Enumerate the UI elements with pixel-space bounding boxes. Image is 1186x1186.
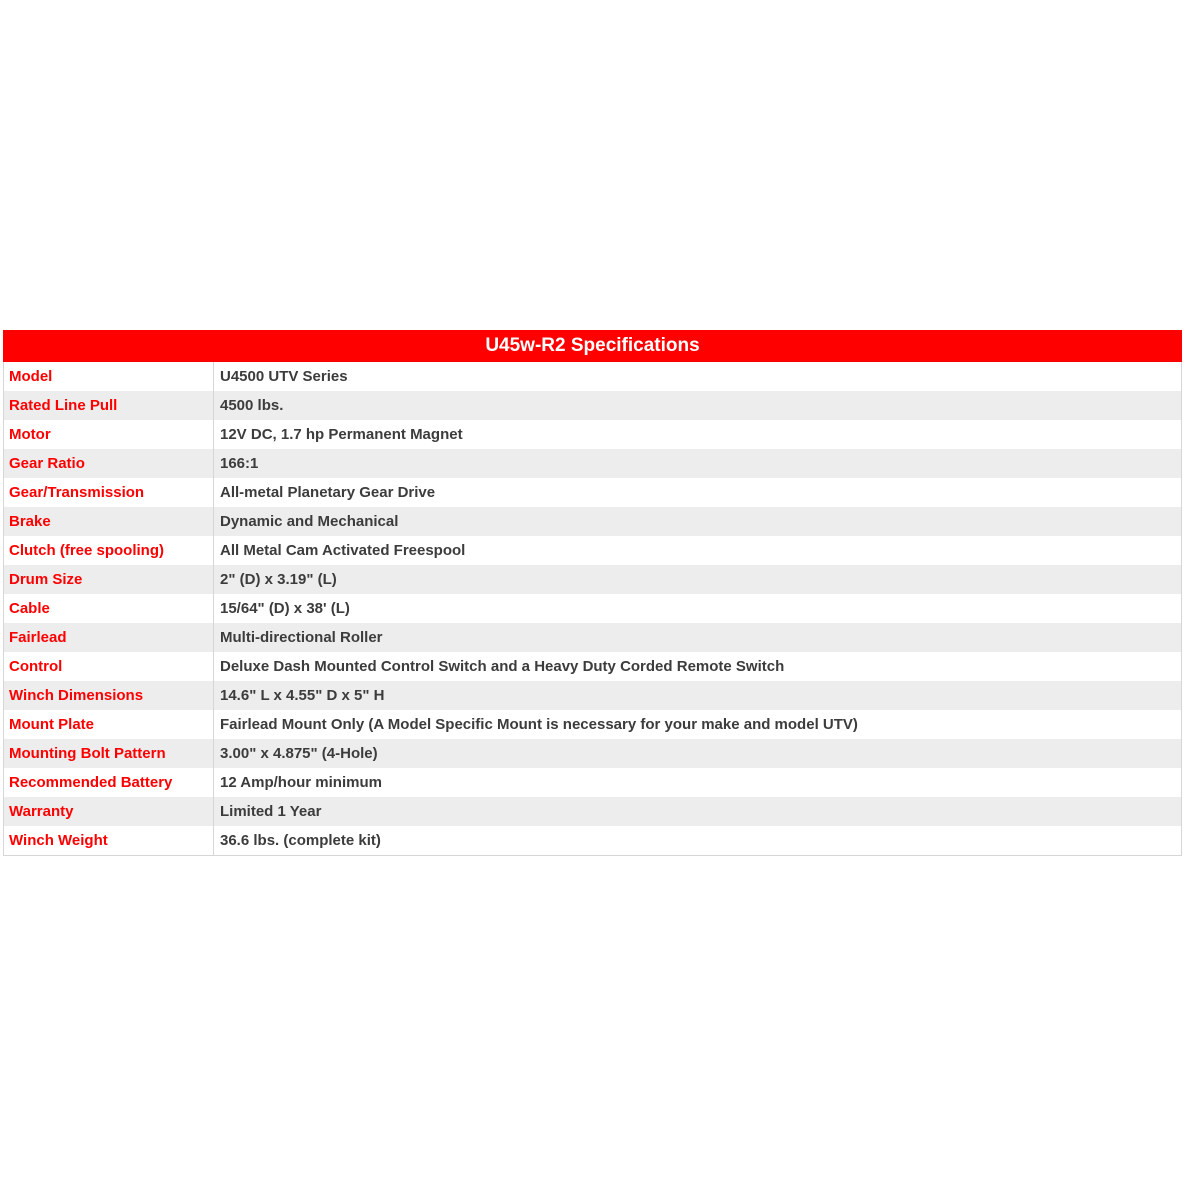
spec-value: All Metal Cam Activated Freespool [220, 542, 466, 559]
spec-value: 12 Amp/hour minimum [220, 774, 382, 791]
table-row [4, 565, 1181, 594]
spec-label: Warranty [4, 797, 214, 826]
table-row [4, 826, 1181, 855]
spec-label: Winch Dimensions [4, 681, 214, 710]
spec-label: Gear Ratio [4, 449, 214, 478]
table-row [4, 797, 1181, 826]
spec-label: Control [4, 652, 214, 681]
table-row [4, 594, 1181, 623]
spec-value: Dynamic and Mechanical [220, 513, 399, 530]
spec-label: Model [4, 362, 214, 391]
spec-value: Fairlead Mount Only (A Model Specific Mount is necessary for your make and model UTV) [220, 716, 858, 733]
spec-value: 36.6 lbs. (complete kit) [220, 832, 381, 849]
spec-value: Deluxe Dash Mounted Control Switch and a Heavy Duty Corded Remote Switch [220, 658, 785, 675]
spec-label: Rated Line Pull [4, 391, 214, 420]
table-row [4, 536, 1181, 565]
table-row [4, 362, 1181, 391]
table-row [4, 710, 1181, 739]
table-row [4, 449, 1181, 478]
spec-value: 4500 lbs. [220, 397, 284, 414]
table-row [4, 420, 1181, 449]
spec-label: Mount Plate [4, 710, 214, 739]
spec-label: Gear/Transmission [4, 478, 214, 507]
spec-label: Fairlead [4, 623, 214, 652]
specifications-table [3, 330, 1182, 856]
spec-label: Drum Size [4, 565, 214, 594]
spec-value: Limited 1 Year [220, 803, 322, 820]
table-row [4, 623, 1181, 652]
spec-value: 3.00" x 4.875" (4-Hole) [220, 745, 378, 762]
spec-label: Mounting Bolt Pattern [4, 739, 214, 768]
spec-value: U4500 UTV Series [220, 368, 348, 385]
table-row [4, 507, 1181, 536]
specifications-table-title: U45w-R2 Specifications [3, 330, 1182, 362]
spec-value: 12V DC, 1.7 hp Permanent Magnet [220, 426, 463, 443]
table-row [4, 391, 1181, 420]
specifications-table-body [3, 362, 1182, 856]
table-row [4, 681, 1181, 710]
spec-value: 166:1 [220, 455, 259, 472]
table-row [4, 768, 1181, 797]
spec-label: Motor [4, 420, 214, 449]
spec-value: 15/64" (D) x 38' (L) [220, 600, 350, 617]
spec-label: Clutch (free spooling) [4, 536, 214, 565]
spec-label: Brake [4, 507, 214, 536]
spec-value: 14.6" L x 4.55" D x 5" H [220, 687, 385, 704]
spec-label: Recommended Battery [4, 768, 214, 797]
spec-label: Winch Weight [4, 826, 214, 855]
spec-value: Multi-directional Roller [220, 629, 383, 646]
table-row [4, 478, 1181, 507]
table-row [4, 739, 1181, 768]
spec-value: 2" (D) x 3.19" (L) [220, 571, 337, 588]
spec-label: Cable [4, 594, 214, 623]
table-row [4, 652, 1181, 681]
spec-value: All-metal Planetary Gear Drive [220, 484, 436, 501]
